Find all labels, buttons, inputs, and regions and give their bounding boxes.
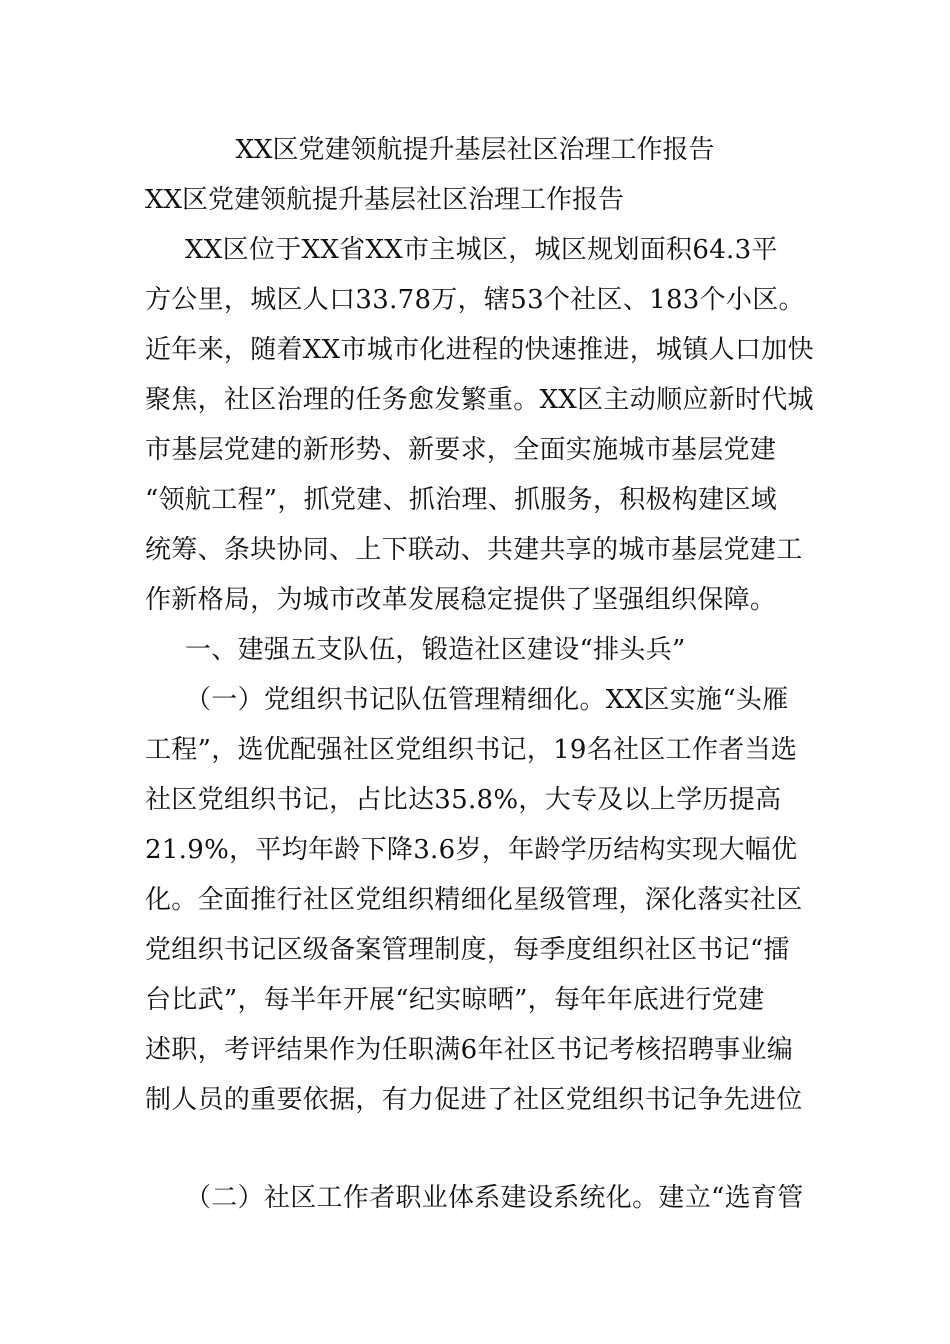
section-heading: 一、建强五支队伍，锻造社区建设“排头兵” — [185, 635, 686, 665]
document-title: XX区党建领航提升基层社区治理工作报告 — [235, 135, 715, 165]
paragraph-line: 作新格局，为城市改革发展稳定提供了坚强组织保障。 — [145, 585, 777, 615]
paragraph-line: 21.9%，平均年龄下降3.6岁，年龄学历结构实现大幅优 — [145, 835, 798, 865]
paragraph-line: 方公里，城区人口33.78万，辖53个社区、183个小区。 — [145, 285, 805, 315]
paragraph-line: 市基层党建的新形势、新要求，全面实施城市基层党建 — [145, 435, 777, 465]
paragraph-line: 社区党组织书记，占比达35.8%，大专及以上学历提高 — [145, 785, 782, 815]
paragraph-line: （一）党组织书记队伍管理精细化。XX区实施“头雁 — [185, 685, 789, 715]
paragraph-line: 统筹、条块协同、上下联动、共建共享的城市基层党建工 — [145, 535, 803, 565]
paragraph-line: “领航工程”，抓党建、抓治理、抓服务，积极构建区域 — [145, 485, 778, 515]
paragraph-line: 制人员的重要依据，有力促进了社区党组织书记争先进位 — [145, 1085, 803, 1115]
paragraph-line: 化。全面推行社区党组织精细化星级管理，深化落实社区 — [145, 885, 803, 915]
paragraph-line: （二）社区工作者职业体系建设系统化。建立“选育管 — [185, 1183, 804, 1213]
paragraph-line: 近年来，随着XX市城市化进程的快速推进，城镇人口加快 — [145, 335, 814, 365]
paragraph-line: 台比武”，每半年开展“纪实晾晒”，每年年底进行党建 — [145, 985, 765, 1015]
paragraph-line: 聚焦，社区治理的任务愈发繁重。XX区主动顺应新时代城 — [145, 385, 814, 415]
paragraph-line: 工程”，选优配强社区党组织书记，19名社区工作者当选 — [145, 735, 798, 765]
paragraph-line: XX区位于XX省XX市主城区，城区规划面积64.3平 — [185, 235, 778, 265]
paragraph-line: 述职，考评结果作为任职满6年社区书记考核招聘事业编 — [145, 1035, 794, 1065]
document-subtitle: XX区党建领航提升基层社区治理工作报告 — [145, 185, 625, 215]
paragraph-line: 党组织书记区级备案管理制度，每季度组织社区书记“擂 — [145, 935, 790, 965]
